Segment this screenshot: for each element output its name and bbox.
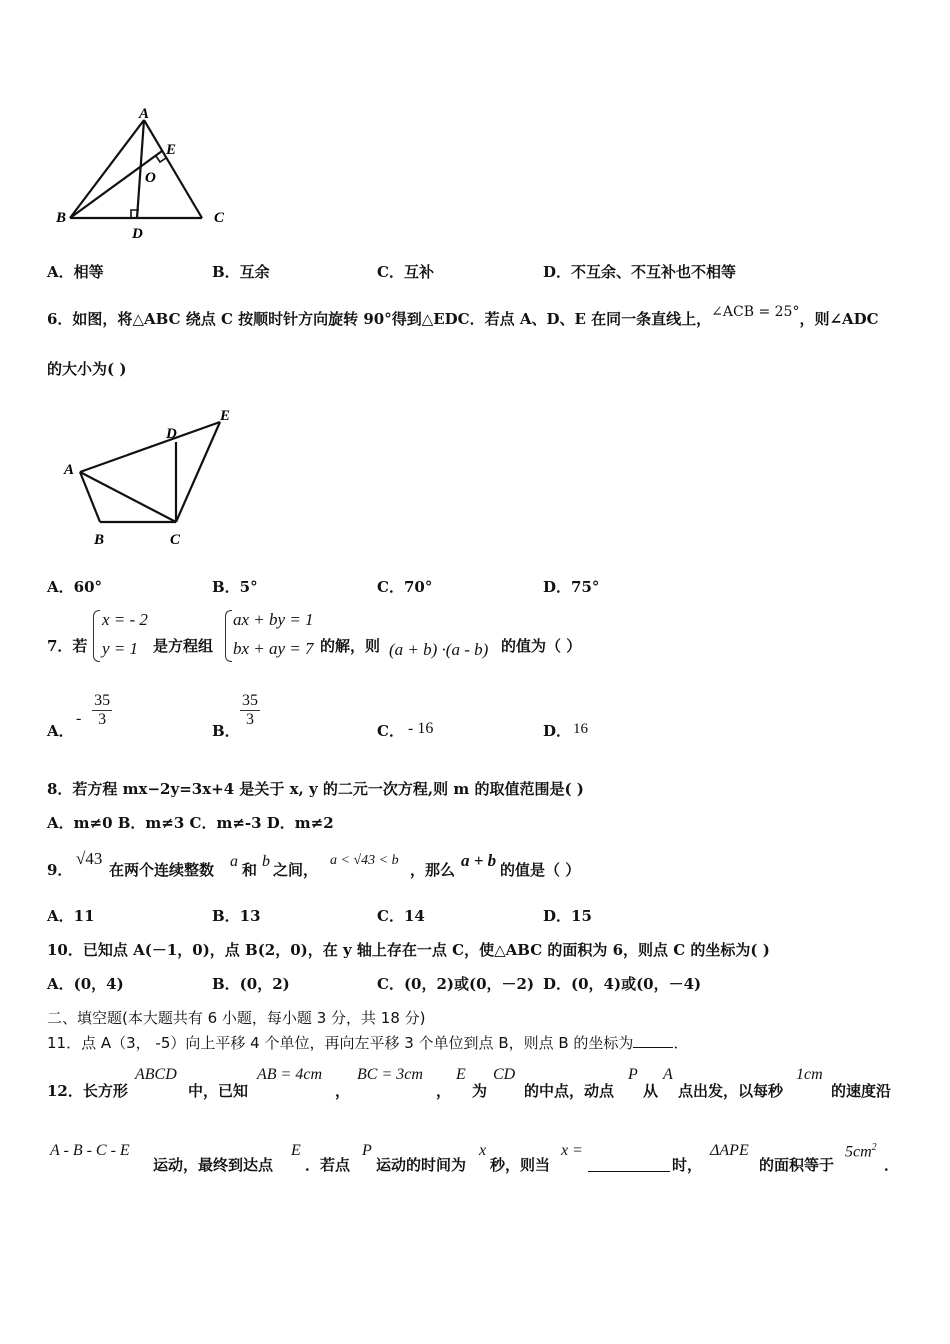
label-d: D	[132, 226, 143, 242]
label-o: O	[145, 170, 156, 186]
q12-p6: 点出发，以每秒	[678, 1082, 784, 1100]
q9-t2: 和	[242, 861, 258, 879]
q5-option-a: A．相等	[47, 263, 104, 281]
q7-sys1-line1: x = - 2	[102, 610, 148, 629]
q12-p11: 秒，则当	[490, 1156, 551, 1174]
q12-p13: 的面积等于	[759, 1156, 835, 1174]
label-d: D	[166, 426, 177, 442]
q7-mid2: 的解，则	[320, 637, 381, 655]
label-b: B	[56, 210, 67, 226]
q6-text-line2: 的大小为( )	[47, 360, 127, 378]
label-e: E	[220, 408, 231, 424]
q12-comma2: ，	[436, 1082, 452, 1100]
q5-option-d: D．不互余、不互补也不相等	[543, 263, 737, 281]
q8-text: 8．若方程 mx−2y=3x+4 是关于 x, y 的二元一次方程,则 m 的取值范围是( )	[47, 780, 584, 798]
q12-p2v: P	[362, 1142, 372, 1159]
q12-x: x	[479, 1142, 487, 1159]
segment-ab	[80, 472, 100, 522]
q9-t5: 的值是（ ）	[500, 861, 581, 879]
q7-option-a: A．	[47, 722, 74, 740]
q7-brace-2	[225, 610, 232, 662]
q10-option-c: C．(0，2)或(0，－2)	[377, 975, 535, 993]
q12-bc: BC = 3cm	[357, 1066, 423, 1083]
q12-p1: 12．长方形	[47, 1082, 128, 1100]
q12-p5: 从	[643, 1082, 659, 1100]
q9-a: a	[230, 853, 238, 870]
q12-p14: ．	[884, 1156, 900, 1174]
q12-p3: 为	[472, 1082, 488, 1100]
q9-option-d: D．15	[543, 907, 592, 925]
q12-cd: CD	[493, 1066, 516, 1083]
segment-ae	[80, 422, 220, 472]
q9-t3: 之间，	[273, 861, 319, 879]
q7-sys1-line2: y = 1	[102, 639, 139, 658]
label-a: A	[64, 462, 75, 478]
q7-mid: 是方程组	[153, 637, 214, 655]
segment-ac	[144, 120, 202, 218]
q12-p2: 中，已知	[188, 1082, 249, 1100]
q8-options: A．m≠0 B．m≠3 C．m≠-3 D．m≠2	[47, 814, 334, 832]
label-c: C	[170, 532, 181, 548]
q9-option-c: C．14	[377, 907, 425, 925]
segment-ec	[176, 422, 220, 522]
q12-p: P	[628, 1066, 638, 1083]
q10-text: 10．已知点 A(－1，0)，点 B(2，0)，在 y 轴上存在一点 C，使△ABC 的面积为 6，则点 C 的坐标为( )	[47, 941, 770, 959]
q9-t4: ，那么	[410, 861, 456, 879]
q7-option-b-value: $\frac{35}{3}$	[242, 692, 258, 728]
q9-sqrt: √43	[76, 849, 103, 868]
triangle-figure-1	[48, 100, 248, 245]
q12-comma1: ，	[335, 1082, 351, 1100]
q12-ab: AB = 4cm	[257, 1066, 322, 1083]
q12-path: A - B - C - E	[50, 1142, 130, 1159]
label-b: B	[94, 532, 105, 548]
q5-option-b: B．互余	[212, 263, 270, 281]
q7-option-c: C．	[377, 722, 404, 740]
q12-p8: 运动，最终到达点	[153, 1156, 274, 1174]
q9-b: b	[262, 853, 270, 870]
q6-option-d: D．75°	[543, 578, 600, 596]
q7-prefix: 7．若	[47, 637, 88, 655]
q12-e: E	[456, 1066, 466, 1083]
q7-option-c-value: - 16	[408, 720, 434, 737]
section-2-title: 二、填空题(本大题共有 6 小题，每小题 3 分，共 18 分)	[47, 1009, 426, 1027]
q12-abcd: ABCD	[135, 1066, 177, 1083]
q12-p9: ．若点	[305, 1156, 351, 1174]
q10-option-d: D．(0，4)或(0，－4)	[543, 975, 702, 993]
label-a: A	[139, 106, 150, 122]
q12-blank[interactable]	[588, 1170, 670, 1172]
q7-option-d-value: 16	[573, 721, 588, 737]
q12-area: $5cm^2$	[845, 1142, 877, 1161]
q7-option-d: D．	[543, 722, 572, 740]
q9-option-a: A．11	[47, 907, 95, 925]
q9-inequality: a < √43 < b	[330, 853, 399, 868]
q12-p12: 时，	[672, 1156, 703, 1174]
q6-option-b: B．5°	[212, 578, 258, 596]
q6-text-line1: 6．如图，将△ABC 绕点 C 按顺时针方向旋转 90°得到△EDC．若点 A、D、E 在同一条直线上，∠ACB = 25°，则∠ADC	[47, 304, 879, 328]
q7-expression: (a + b) ·(a - b)	[389, 640, 489, 659]
q11-text: 11．点 A（3， -5）向上平移 4 个单位，再向左平移 3 个单位到点 B，则点 B 的坐标为 ．	[47, 1034, 689, 1052]
q11-blank[interactable]	[633, 1047, 673, 1048]
rotation-figure-2	[58, 402, 248, 552]
q5-option-c: C．互补	[377, 263, 434, 281]
q7-brace-1	[93, 610, 100, 662]
label-c: C	[214, 210, 225, 226]
q7-option-b: B．	[212, 722, 240, 740]
q6-option-a: A．60°	[47, 578, 103, 596]
q6-option-c: C．70°	[377, 578, 433, 596]
segment-ac	[80, 472, 176, 522]
q9-prefix: 9．	[47, 861, 73, 879]
q9-a-plus-b: a + b	[461, 851, 497, 870]
q10-option-a: A．(0，4)	[47, 975, 124, 993]
q9-option-b: B．13	[212, 907, 261, 925]
label-e: E	[166, 142, 177, 158]
q12-a: A	[663, 1066, 673, 1083]
q12-p7: 的速度沿	[831, 1082, 892, 1100]
q12-p4: 的中点，动点	[524, 1082, 615, 1100]
q12-xeq: x =	[561, 1142, 583, 1159]
q7-suffix: 的值为（ ）	[501, 637, 582, 655]
q12-speed: 1cm	[796, 1066, 823, 1083]
q12-p10: 运动的时间为	[376, 1156, 467, 1174]
q7-sys2-line2: bx + ay = 7	[233, 639, 314, 658]
right-angle-e	[156, 156, 166, 162]
q7-sys2-line1: ax + by = 1	[233, 610, 314, 629]
q10-option-b: B．(0，2)	[212, 975, 290, 993]
q6-angle-expr: ∠ACB = 25°	[711, 304, 800, 320]
q12-e2: E	[291, 1142, 301, 1159]
q9-t1: 在两个连续整数	[109, 861, 215, 879]
segment-ab	[70, 120, 144, 218]
q7-option-a-value: - $\frac{35}{3}$	[76, 692, 111, 728]
q12-triangle: ΔAPE	[710, 1142, 749, 1159]
